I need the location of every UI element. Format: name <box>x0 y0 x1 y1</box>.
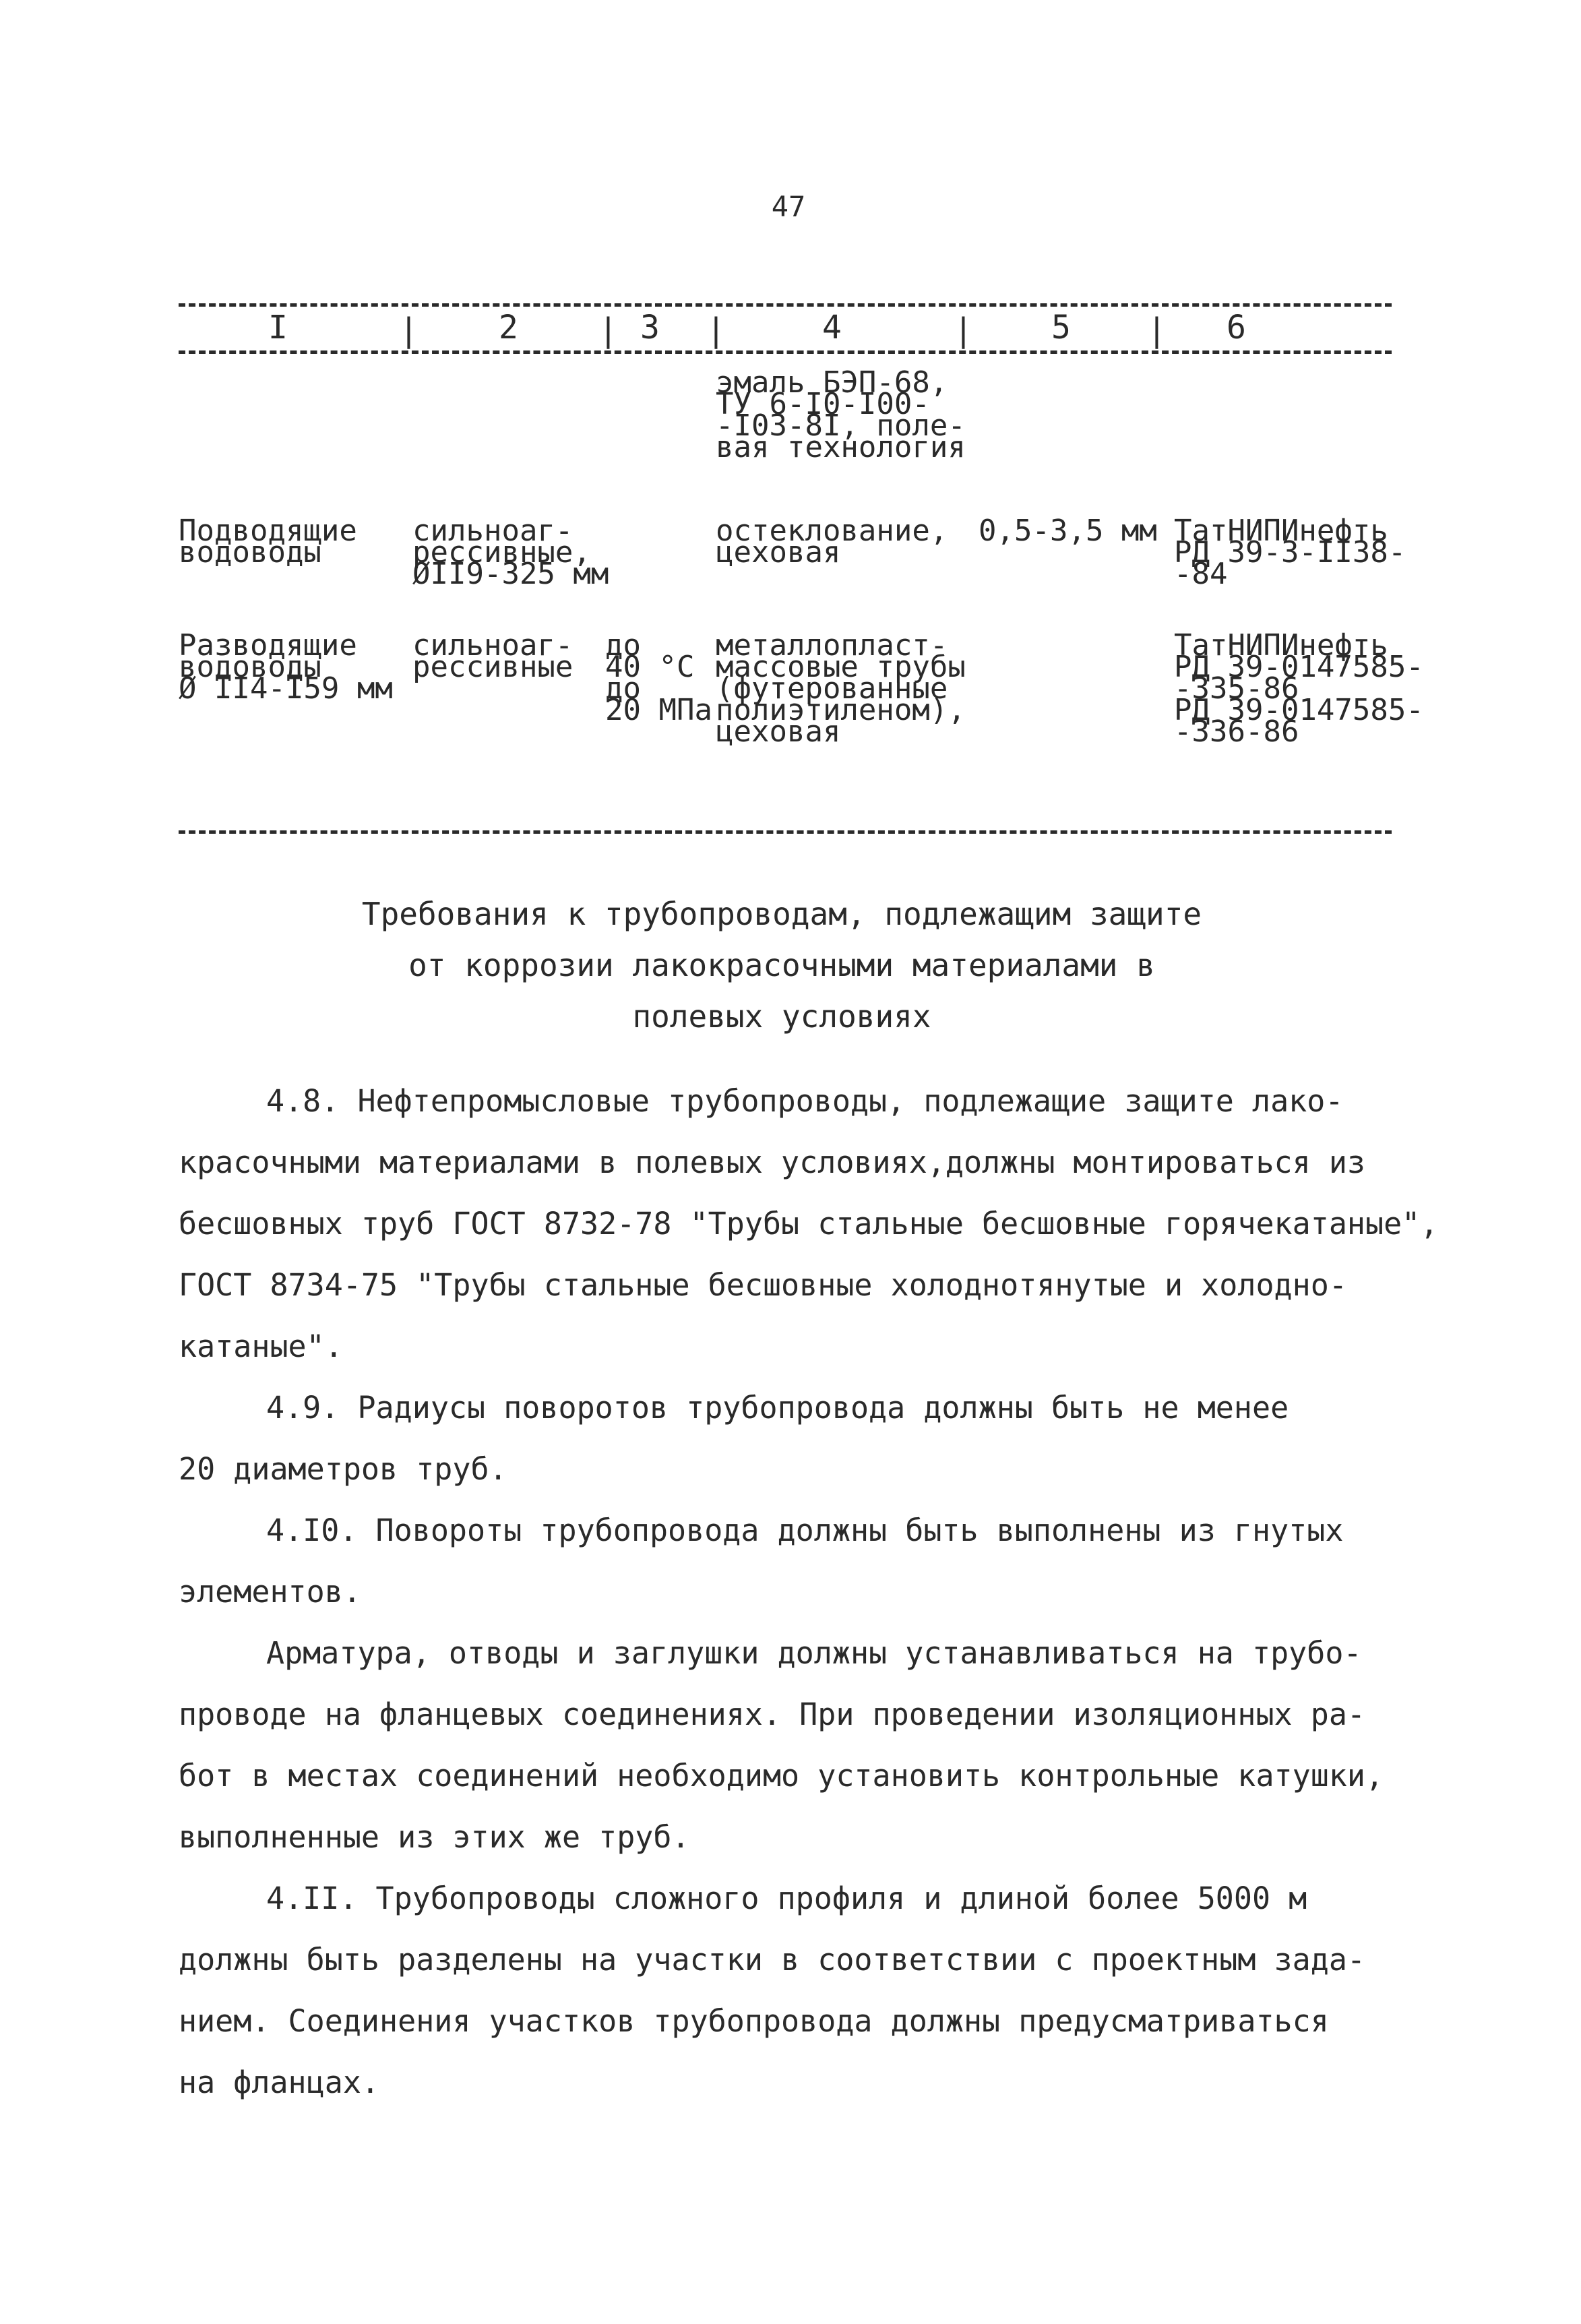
column-header-6: 6 <box>1227 309 1246 346</box>
page-number: 47 <box>771 190 806 223</box>
paragraph-line: 4.I0. Повороты трубопровода должны быть выполнены из гнутых <box>266 1512 1344 1548</box>
column-separator: | <box>598 311 618 349</box>
table-continuation-cell: эмаль БЭП-68, ТУ 6-I0-I00- -I03-8I, поле- вая технология <box>716 365 966 464</box>
paragraph-line: 20 диаметров труб. <box>179 1451 507 1487</box>
table-bottom-rule <box>179 830 1392 834</box>
table-cell: сильноаг- рессивные, ØII9-325 мм <box>412 514 609 591</box>
column-separator: | <box>706 311 726 349</box>
paragraph-line: проводе на фланцевых соединениях. При проведении изоляционных ра- <box>179 1696 1365 1732</box>
section-heading: Требования к трубопроводам, подлежащим защите от коррозии лакокрасочными материалами в полевых условиях <box>361 896 1202 1035</box>
column-header-3: 3 <box>640 309 660 346</box>
table-cell: ТатНИПИнефть РД 39-0147585- -335-86 РД 39-0147585- -336-86 <box>1174 628 1424 749</box>
table-cell: 0,5-3,5 мм <box>979 514 1157 548</box>
paragraph-line: ГОСТ 8734-75 "Трубы стальные бесшовные холоднотянутые и холодно- <box>179 1267 1347 1303</box>
column-header-2: 2 <box>499 309 518 346</box>
paragraph-line: 4.II. Трубопроводы сложного профиля и длиной более 5000 м <box>266 1880 1307 1916</box>
paragraph-line: красочными материалами в полевых условиях,должны монтироваться из <box>179 1144 1365 1180</box>
column-separator: | <box>399 311 418 349</box>
column-header-5: 5 <box>1051 309 1071 346</box>
paragraph-line: выполненные из этих же труб. <box>179 1819 690 1855</box>
table-cell: Разводящие водоводы Ø II4-I59 мм <box>179 628 393 706</box>
table-header-rule <box>179 350 1392 354</box>
table-cell: остеклование, цеховая <box>716 514 948 570</box>
paragraph-line: бесшовных труб ГОСТ 8732-78 "Трубы стальные бесшовные горячекатаные", <box>179 1206 1439 1242</box>
paragraph-line: 4.8. Нефтепромысловые трубопроводы, подлежащие защите лако- <box>266 1083 1344 1119</box>
table-cell: металлопласт- массовые трубы (футерованные полиэтиленом), цеховая <box>716 628 966 749</box>
table-cell: сильноаг- рессивные <box>412 628 574 684</box>
paragraph-line: должны быть разделены на участки в соответствии с проектным зада- <box>179 1942 1365 1978</box>
table-top-rule <box>179 303 1392 307</box>
paragraph-line: бот в местах соединений необходимо установить контрольные катушки, <box>179 1758 1384 1794</box>
paragraph-line: катаные". <box>179 1328 343 1364</box>
paragraph-line: 4.9. Радиусы поворотов трубопровода должны быть не менее <box>266 1390 1289 1426</box>
table-cell: до 40 °С до 20 МПа <box>605 628 712 727</box>
column-separator: | <box>1147 311 1167 349</box>
table-cell: ТатНИПИнефть РД 39-3-II38- -84 <box>1174 514 1406 591</box>
paragraph-line: на фланцах. <box>179 2065 380 2100</box>
paragraph-line: элементов. <box>179 1574 361 1610</box>
paragraph-line: нием. Соединения участков трубопровода должны предусматриваться <box>179 2003 1329 2039</box>
column-header-4: 4 <box>822 309 842 346</box>
paragraph-line: Арматура, отводы и заглушки должны устанавливаться на трубо- <box>266 1635 1362 1671</box>
column-header-1: I <box>268 309 288 346</box>
table-cell: Подводящие водоводы <box>179 514 357 570</box>
column-separator: | <box>954 311 973 349</box>
